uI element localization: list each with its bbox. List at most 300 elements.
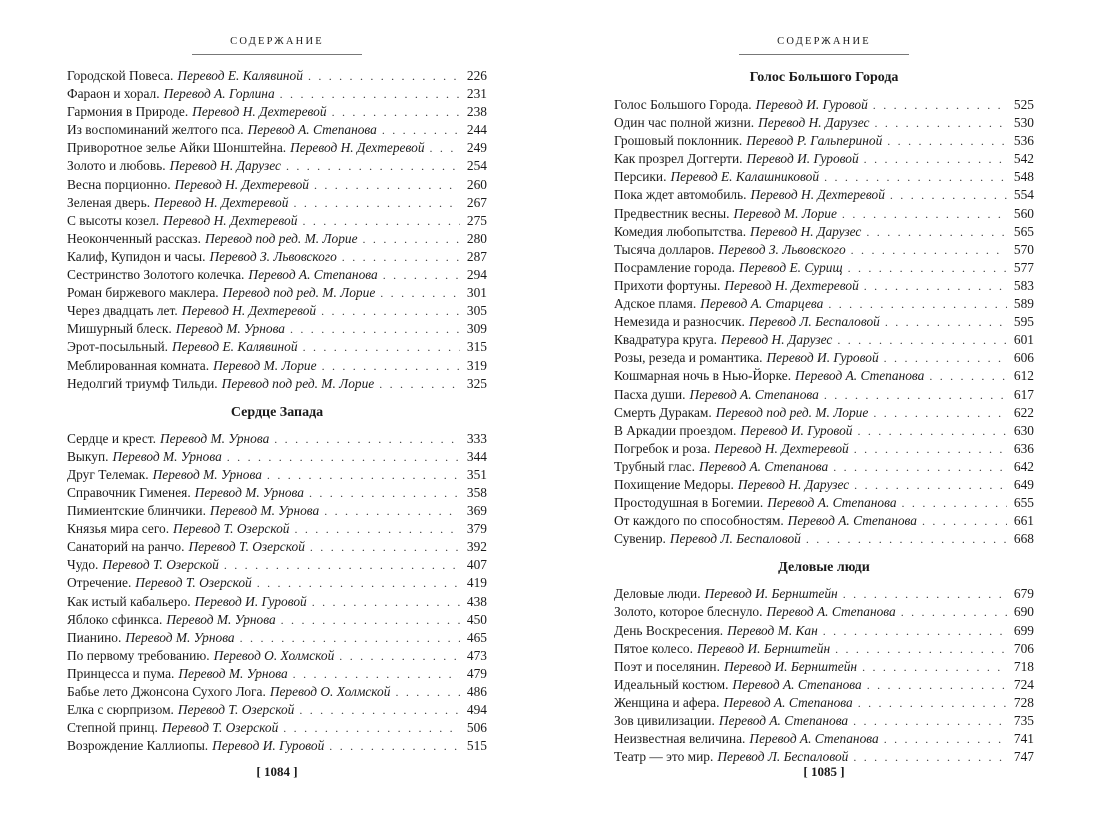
toc-entry: [614, 423, 1034, 441]
entry-page-number: 267: [466, 194, 487, 210]
entry-title: От каждого по способностям.: [614, 513, 784, 529]
entry-page-number: 630: [1013, 422, 1034, 438]
toc-group: [614, 586, 1034, 767]
toc-entry: [614, 151, 1034, 169]
entry-page-number: 690: [1013, 604, 1034, 620]
toc-entry: [614, 659, 1034, 677]
dot-leader: [848, 261, 1007, 276]
entry-translator: Перевод Н. Дехтеревой: [290, 140, 425, 156]
toc-entry: [614, 477, 1034, 495]
section-title: Голос Большого Города: [749, 70, 899, 85]
toc-entry: [614, 495, 1034, 513]
entry-translator: Перевод И. Гуровой: [766, 350, 879, 366]
toc-group: [614, 97, 1034, 549]
toc-entry: [67, 249, 487, 267]
entry-title: Персики.: [614, 169, 667, 185]
entry-title: Простодушная в Богемии.: [614, 495, 764, 511]
entry-page-number: 450: [466, 611, 487, 627]
entry-translator: Перевод Т. Озерской: [177, 702, 295, 718]
toc-entry: [614, 731, 1034, 749]
entry-title: Золото, которое блеснуло.: [614, 604, 763, 620]
dot-leader: [274, 432, 460, 447]
toc-entry: [614, 206, 1034, 224]
entry-translator: Перевод М. Лорие: [733, 205, 837, 221]
header-rule: [739, 54, 909, 55]
dot-leader: [383, 268, 460, 283]
entry-translator: Перевод А. Степанова: [718, 713, 849, 728]
entry-title: Отречение.: [67, 575, 132, 591]
toc-group: [67, 431, 487, 757]
entry-translator: Перевод Н. Дехтеревой: [750, 187, 885, 203]
toc-entry: [67, 339, 487, 357]
dot-leader: [332, 105, 460, 120]
entry-page-number: 741: [1013, 731, 1034, 747]
entry-page-number: 438: [466, 593, 487, 609]
entry-title: Предвестник весны.: [614, 205, 730, 221]
entry-page-number: 612: [1013, 368, 1034, 384]
toc-entry: [67, 267, 487, 285]
entry-translator: Перевод А. Степанова: [795, 368, 925, 384]
entry-translator: Перевод Т. Озерской: [135, 575, 252, 591]
entry-translator: Перевод Л. Беспаловой: [669, 531, 801, 547]
entry-title: Меблированная комната.: [67, 357, 210, 373]
page-number: [ 1085 ]: [803, 764, 845, 779]
entry-page-number: 465: [466, 629, 487, 645]
entry-title: Как истый кабальеро.: [67, 593, 191, 609]
entry-title: Роман биржевого маклера.: [67, 285, 219, 301]
toc-entry: [614, 169, 1034, 187]
entry-page-number: 494: [466, 702, 487, 718]
entry-title: Пятое колесо.: [614, 640, 693, 656]
toc-entry: [67, 684, 487, 702]
entry-translator: Перевод Н. Дарузес: [750, 223, 862, 239]
toc-entry: [67, 122, 487, 140]
entry-translator: Перевод Н. Дарузес: [737, 476, 850, 492]
entry-page-number: 525: [1013, 97, 1034, 112]
dot-leader: [885, 315, 1007, 330]
dot-leader: [286, 159, 460, 174]
entry-page-number: 622: [1013, 404, 1034, 420]
entry-translator: Перевод О. Холмской: [213, 647, 335, 663]
entry-translator: Перевод под ред. М. Лорие: [204, 230, 358, 246]
entry-page-number: 583: [1013, 277, 1034, 293]
toc-entry: [67, 195, 487, 213]
toc-entry: [67, 485, 487, 503]
entry-translator: Перевод А. Степанова: [723, 694, 853, 710]
toc-entry: [67, 449, 487, 467]
toc-entry: [67, 720, 487, 738]
entry-page-number: 309: [466, 321, 487, 337]
toc-entry: [67, 612, 487, 630]
toc-entry: [614, 242, 1034, 260]
entry-translator: Перевод А. Степанова: [766, 604, 896, 620]
toc-entry: [67, 140, 487, 158]
entry-title: Кошмарная ночь в Нью-Йорке.: [614, 368, 792, 384]
toc-entry: [614, 314, 1034, 332]
entry-translator: Перевод М. Урнова: [112, 448, 222, 464]
entry-translator: Перевод Н. Дехтеревой: [724, 277, 859, 293]
entry-translator: Перевод М. Урнова: [166, 611, 276, 627]
entry-page-number: 479: [466, 665, 487, 681]
dot-leader: [382, 123, 460, 138]
entry-page-number: 595: [1013, 314, 1034, 330]
entry-title: Похищение Медоры.: [614, 476, 734, 492]
toc-entry: [614, 278, 1034, 296]
entry-title: Яблоко сфинкса.: [67, 611, 163, 627]
dot-leader: [281, 613, 460, 628]
entry-title: Приворотное зелье Айки Шонштейна.: [67, 140, 287, 156]
dot-leader: [363, 232, 460, 247]
toc-entry: [614, 531, 1034, 549]
dot-leader: [227, 450, 460, 465]
entry-page-number: 280: [466, 230, 487, 246]
entry-translator: Перевод Р. Гальпериной: [746, 133, 883, 149]
entry-translator: Перевод Е. Калашниковой: [670, 169, 820, 185]
entry-title: Сердце и крест.: [67, 430, 156, 446]
dot-leader: [280, 87, 460, 102]
entry-page-number: 231: [466, 86, 487, 102]
entry-page-number: 589: [1013, 296, 1034, 312]
toc-entry: [614, 115, 1034, 133]
dot-leader: [873, 98, 1007, 113]
toc-entry: [67, 158, 487, 176]
dot-leader: [290, 322, 460, 337]
toc-entry: [67, 68, 487, 86]
entry-translator: Перевод О. Холмской: [269, 684, 391, 699]
entry-page-number: 735: [1013, 713, 1034, 728]
entry-title: Городской Повеса.: [67, 68, 174, 83]
entry-title: Друг Телемак.: [67, 466, 149, 482]
toc-entry: [67, 594, 487, 612]
entry-title: Смерть Дуракам.: [614, 404, 712, 420]
entry-translator: Перевод Н. Дехтеревой: [181, 303, 317, 319]
entry-page-number: 294: [466, 267, 487, 283]
entry-page-number: 718: [1013, 658, 1034, 674]
toc-entry: [614, 350, 1034, 368]
entry-page-number: 560: [1013, 205, 1034, 221]
entry-page-number: 536: [1013, 133, 1034, 149]
entry-translator: Перевод А. Степанова: [698, 458, 829, 474]
entry-translator: Перевод И. Гуровой: [740, 422, 853, 438]
entry-title: Бабье лето Джонсона Сухого Лога.: [67, 684, 266, 699]
dot-leader: [430, 141, 460, 156]
toc-entry: [67, 358, 487, 376]
dot-leader: [867, 678, 1007, 693]
dot-leader: [302, 214, 460, 229]
entry-page-number: 254: [466, 158, 487, 174]
entry-page-number: 548: [1013, 169, 1034, 185]
entry-title: Принцесса и пума.: [67, 665, 175, 681]
toc-entry: [614, 260, 1034, 278]
entry-translator: Перевод А. Степанова: [248, 267, 378, 283]
dot-leader: [864, 279, 1007, 294]
entry-title: Как прозрел Доггерти.: [614, 151, 743, 167]
entry-page-number: 305: [466, 303, 487, 319]
dot-leader: [321, 304, 460, 319]
entry-translator: Перевод А. Старцева: [700, 296, 824, 312]
entry-page-number: 655: [1013, 495, 1034, 511]
entry-title: Пимиентские блинчики.: [67, 503, 206, 519]
entry-title: Елка с сюрпризом.: [67, 702, 174, 718]
toc-entry: [614, 187, 1034, 205]
entry-title: Пианино.: [67, 629, 122, 645]
toc-entry: [67, 467, 487, 485]
dot-leader: [314, 178, 460, 193]
entry-page-number: 554: [1013, 187, 1034, 203]
entry-translator: Перевод А. Степанова: [732, 676, 862, 692]
toc-entry: [614, 459, 1034, 477]
entry-page-number: 369: [466, 503, 487, 519]
entry-page-number: 636: [1013, 440, 1034, 456]
toc-entry: [614, 441, 1034, 459]
toc-entry: [67, 630, 487, 648]
page-number: [ 1084 ]: [256, 764, 298, 779]
entry-title: Прихоти фортуны.: [614, 277, 721, 293]
entry-translator: Перевод И. Бернштейн: [696, 640, 831, 656]
dot-leader: [901, 605, 1007, 620]
entry-page-number: 344: [466, 448, 487, 464]
entry-title: Возрождение Каллиопы.: [67, 738, 209, 754]
entry-translator: Перевод Н. Дарузес: [758, 115, 870, 131]
entry-title: Зеленая дверь.: [67, 194, 151, 210]
entry-title: Мишурный блеск.: [67, 321, 172, 337]
entry-translator: Перевод М. Урнова: [178, 665, 288, 681]
dot-leader: [853, 750, 1007, 765]
dot-leader: [303, 340, 460, 355]
dot-leader: [329, 739, 460, 754]
toc-entry: [67, 321, 487, 339]
toc-entry: [614, 677, 1034, 695]
entry-page-number: 244: [466, 122, 487, 138]
dot-leader: [310, 540, 460, 555]
entry-title: Деловые люди.: [614, 586, 701, 602]
entry-translator: Перевод под ред. М. Лорие: [222, 285, 376, 301]
toc-entry: [614, 97, 1034, 115]
running-head: СОДЕРЖАНИЕ: [777, 36, 871, 47]
entry-title: Розы, резеда и романтика.: [614, 350, 763, 366]
dot-leader: [873, 406, 1007, 421]
entry-page-number: 249: [466, 140, 487, 156]
entry-page-number: 287: [466, 248, 487, 264]
entry-page-number: 724: [1013, 676, 1034, 692]
entry-page-number: 419: [466, 575, 487, 591]
entry-page-number: 325: [466, 375, 487, 391]
toc-entry: [67, 303, 487, 321]
entry-page-number: 642: [1013, 458, 1034, 474]
toc-entry: [614, 332, 1034, 350]
toc-list: [614, 70, 1034, 767]
entry-title: День Воскресения.: [614, 622, 724, 638]
dot-leader: [862, 660, 1007, 675]
entry-translator: Перевод Л. Беспаловой: [717, 749, 849, 765]
entry-title: Князья мира сего.: [67, 521, 170, 537]
dot-leader: [293, 667, 460, 682]
entry-page-number: 333: [466, 430, 487, 446]
entry-page-number: 260: [466, 176, 487, 192]
entry-translator: Перевод Н. Дарузес: [169, 158, 281, 174]
toc-entry: [67, 285, 487, 303]
header-rule: [192, 54, 362, 55]
entry-page-number: 661: [1013, 513, 1034, 529]
entry-title: Из воспоминаний желтого пса.: [67, 122, 244, 138]
entry-translator: Перевод Е. Калявиной: [171, 339, 298, 355]
entry-title: Чудо.: [67, 557, 99, 573]
entry-translator: Перевод З. Львовского: [718, 241, 846, 257]
running-head: СОДЕРЖАНИЕ: [230, 36, 324, 47]
toc-entry: [614, 368, 1034, 386]
entry-page-number: 392: [466, 539, 487, 555]
entry-translator: Перевод М. Кан: [727, 622, 818, 638]
dot-leader: [874, 116, 1007, 131]
entry-title: Через двадцать лет.: [67, 303, 178, 319]
entry-title: Трубный глас.: [614, 458, 695, 474]
entry-translator: Перевод Т. Озерской: [188, 539, 305, 555]
toc-entry: [614, 713, 1034, 731]
dot-leader: [257, 576, 460, 591]
toc-entry: [614, 387, 1034, 405]
toc-entry: [67, 666, 487, 684]
dot-leader: [293, 196, 460, 211]
entry-title: Золото и любовь.: [67, 158, 166, 174]
entry-translator: Перевод А. Степанова: [787, 513, 917, 529]
entry-title: Сувенир.: [614, 531, 666, 547]
entry-page-number: 515: [466, 738, 487, 754]
section-title: Сердце Запада: [230, 404, 324, 420]
dot-leader: [339, 649, 460, 664]
entry-title: Пасха души.: [614, 386, 686, 402]
entry-title: Театр — это мир.: [614, 749, 714, 765]
entry-page-number: 706: [1013, 640, 1034, 656]
entry-title: Женщина и афера.: [614, 694, 720, 710]
toc-entry: [67, 231, 487, 249]
toc-entry: [67, 539, 487, 557]
entry-translator: Перевод под ред. М. Лорие: [715, 404, 869, 420]
toc-entry: [67, 575, 487, 593]
entry-translator: Перевод А. Степанова: [749, 731, 879, 747]
entry-translator: Перевод Т. Озерской: [161, 720, 279, 736]
entry-translator: Перевод М. Урнова: [209, 503, 320, 519]
entry-page-number: 226: [466, 68, 487, 83]
entry-page-number: 379: [466, 521, 487, 537]
entry-title: Санаторий на ранчо.: [67, 539, 185, 555]
entry-translator: Перевод Н. Дарузес: [721, 332, 833, 348]
entry-title: Выкуп.: [67, 448, 109, 464]
dot-leader: [890, 188, 1007, 203]
dot-leader: [308, 69, 460, 84]
entry-translator: Перевод М. Урнова: [125, 629, 235, 645]
entry-title: Неоконченный рассказ.: [67, 230, 201, 246]
right-page: [614, 0, 1034, 825]
dot-leader: [854, 442, 1007, 457]
entry-title: Степной принц.: [67, 720, 158, 736]
toc-entry: [67, 557, 487, 575]
entry-page-number: 473: [466, 647, 487, 663]
toc-entry: [67, 86, 487, 104]
dot-leader: [267, 468, 460, 483]
entry-translator: Перевод М. Урнова: [194, 484, 304, 500]
dot-leader: [806, 532, 1007, 547]
entry-page-number: 570: [1013, 241, 1034, 257]
toc-entry: [67, 503, 487, 521]
toc-group: [67, 68, 487, 394]
entry-title: Гармония в Природе.: [67, 104, 189, 120]
toc-entry: [67, 213, 487, 231]
entry-title: Квадратура круга.: [614, 332, 717, 348]
entry-title: В Аркадии проездом.: [614, 422, 737, 438]
entry-title: Калиф, Купидон и часы.: [67, 248, 206, 264]
dot-leader: [824, 388, 1007, 403]
entry-page-number: 301: [466, 285, 487, 301]
entry-page-number: 315: [466, 339, 487, 355]
dot-leader: [922, 514, 1007, 529]
entry-title: Справочник Гименея.: [67, 484, 191, 500]
entry-page-number: 747: [1013, 749, 1034, 765]
entry-title: Неизвестная величина.: [614, 731, 746, 747]
entry-page-number: 358: [466, 484, 487, 500]
dot-leader: [324, 504, 460, 519]
entry-title: Зов цивилизации.: [614, 713, 715, 728]
dot-leader: [902, 496, 1007, 511]
toc-entry: [614, 641, 1034, 659]
toc-entry: [67, 738, 487, 756]
entry-translator: Перевод А. Степанова: [767, 495, 897, 511]
entry-page-number: 506: [466, 720, 487, 736]
toc-entry: [614, 224, 1034, 242]
dot-leader: [853, 714, 1007, 729]
entry-translator: Перевод Н. Дехтеревой: [192, 104, 327, 120]
entry-page-number: 617: [1013, 386, 1034, 402]
dot-leader: [884, 351, 1007, 366]
entry-title: Идеальный костюм.: [614, 676, 729, 692]
dot-leader: [295, 522, 461, 537]
entry-translator: Перевод М. Урнова: [159, 430, 270, 446]
entry-translator: Перевод Н. Дехтеревой: [154, 194, 289, 210]
entry-page-number: 486: [466, 684, 487, 699]
dot-leader: [842, 207, 1007, 222]
entry-translator: Перевод А. Горлина: [163, 86, 275, 102]
dot-leader: [299, 703, 460, 718]
entry-translator: Перевод И. Бернштейн: [723, 658, 858, 674]
dot-leader: [851, 243, 1007, 258]
entry-page-number: 728: [1013, 694, 1034, 710]
dot-leader: [833, 460, 1007, 475]
entry-page-number: 668: [1013, 531, 1034, 547]
entry-translator: Перевод Е. Сурищ: [738, 259, 843, 275]
entry-title: Один час полной жизни.: [614, 115, 755, 131]
entry-translator: Перевод Н. Дехтеревой: [714, 440, 849, 456]
entry-title: Фараон и хорал.: [67, 86, 160, 102]
dot-leader: [379, 377, 460, 392]
entry-title: Немезида и разносчик.: [614, 314, 745, 330]
dot-leader: [322, 359, 460, 374]
dot-leader: [224, 558, 460, 573]
entry-page-number: 542: [1013, 151, 1034, 167]
dot-leader: [309, 486, 460, 501]
entry-page-number: 601: [1013, 332, 1034, 348]
entry-title: Сестринство Золотого колечка.: [67, 267, 245, 283]
entry-translator: Перевод Н. Дехтеревой: [174, 176, 309, 192]
dot-leader: [929, 369, 1007, 384]
toc-list: [67, 68, 487, 756]
entry-page-number: 606: [1013, 350, 1034, 366]
toc-entry: [67, 648, 487, 666]
entry-title: С высоты козел.: [67, 212, 160, 228]
toc-entry: [614, 405, 1034, 423]
dot-leader: [854, 478, 1007, 493]
entry-translator: Перевод Н. Дехтеревой: [163, 212, 298, 228]
entry-page-number: 699: [1013, 622, 1034, 638]
entry-title: Пока ждет автомобиль.: [614, 187, 747, 203]
